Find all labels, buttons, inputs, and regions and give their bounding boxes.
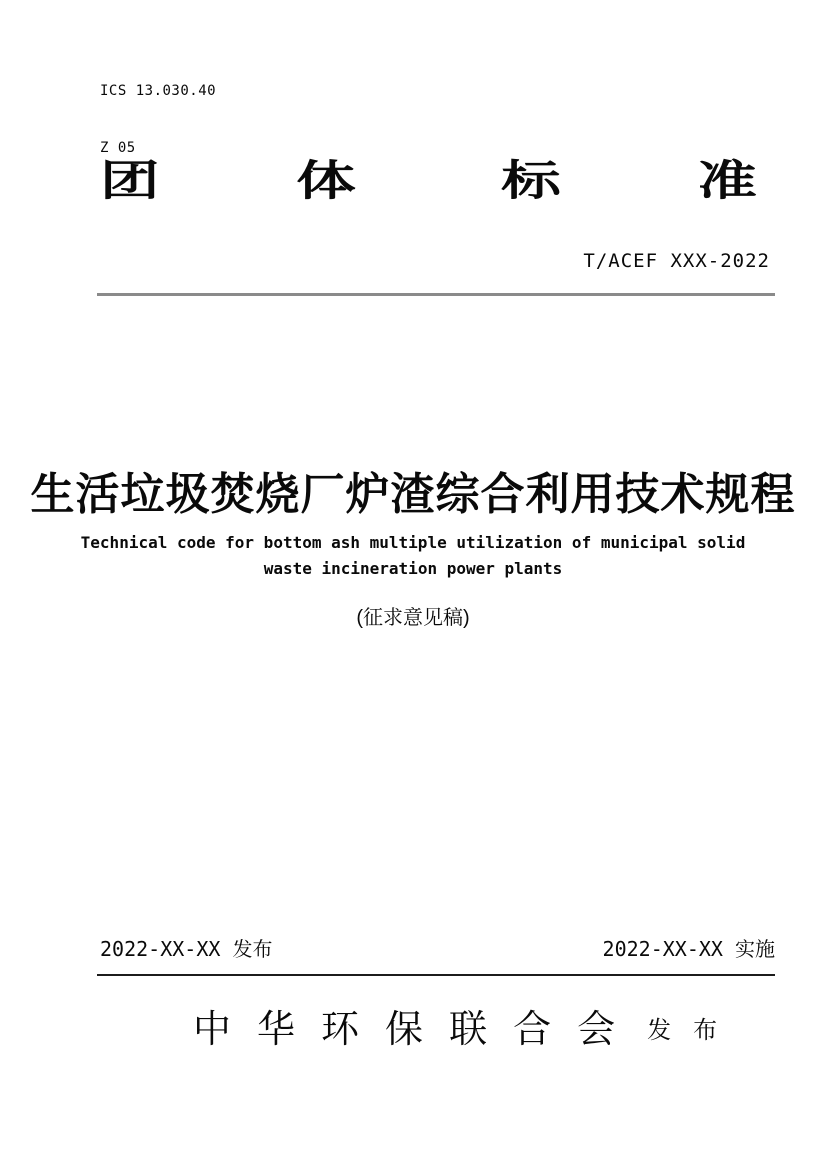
standard-type-char: 标	[501, 157, 561, 204]
document-title-english	[0, 530, 826, 582]
publisher-row	[193, 1000, 725, 1050]
top-divider-line	[97, 293, 775, 296]
publisher-char: 会	[577, 1008, 616, 1051]
classification-code: Z 05	[100, 140, 136, 156]
publisher-char: 联	[449, 1008, 488, 1051]
publisher-char: 中	[193, 1008, 232, 1051]
release-date: 2022-XX-XX 发布	[100, 937, 273, 961]
document-title-chinese: 生活垃圾焚烧厂炉渣综合利用技术规程	[30, 470, 796, 519]
standard-type-heading	[100, 153, 757, 203]
standard-type-char: 团	[100, 157, 160, 204]
implementation-date: 2022-XX-XX 实施	[602, 937, 775, 961]
publisher-char: 环	[321, 1008, 360, 1051]
ics-code: ICS 13.030.40	[100, 83, 217, 99]
standard-type-char: 准	[697, 157, 757, 204]
standard-type-char: 体	[296, 157, 356, 204]
bottom-divider-line	[97, 974, 775, 976]
publisher-char: 合	[513, 1008, 552, 1051]
standard-number: T/ACEF XXX-2022	[583, 250, 770, 272]
publisher-char: 华	[257, 1008, 296, 1051]
dates-row	[100, 933, 775, 962]
publisher-name	[193, 998, 615, 1053]
publish-action-label: 发 布	[647, 1017, 726, 1044]
publisher-char: 保	[385, 1008, 424, 1051]
document-title-english-line1: Technical code for bottom ash multiple utilization of municipal solid	[80, 533, 746, 552]
document-title-english-line2: waste incineration power plants	[263, 559, 563, 578]
draft-for-comments-note: (征求意见稿)	[356, 607, 470, 629]
